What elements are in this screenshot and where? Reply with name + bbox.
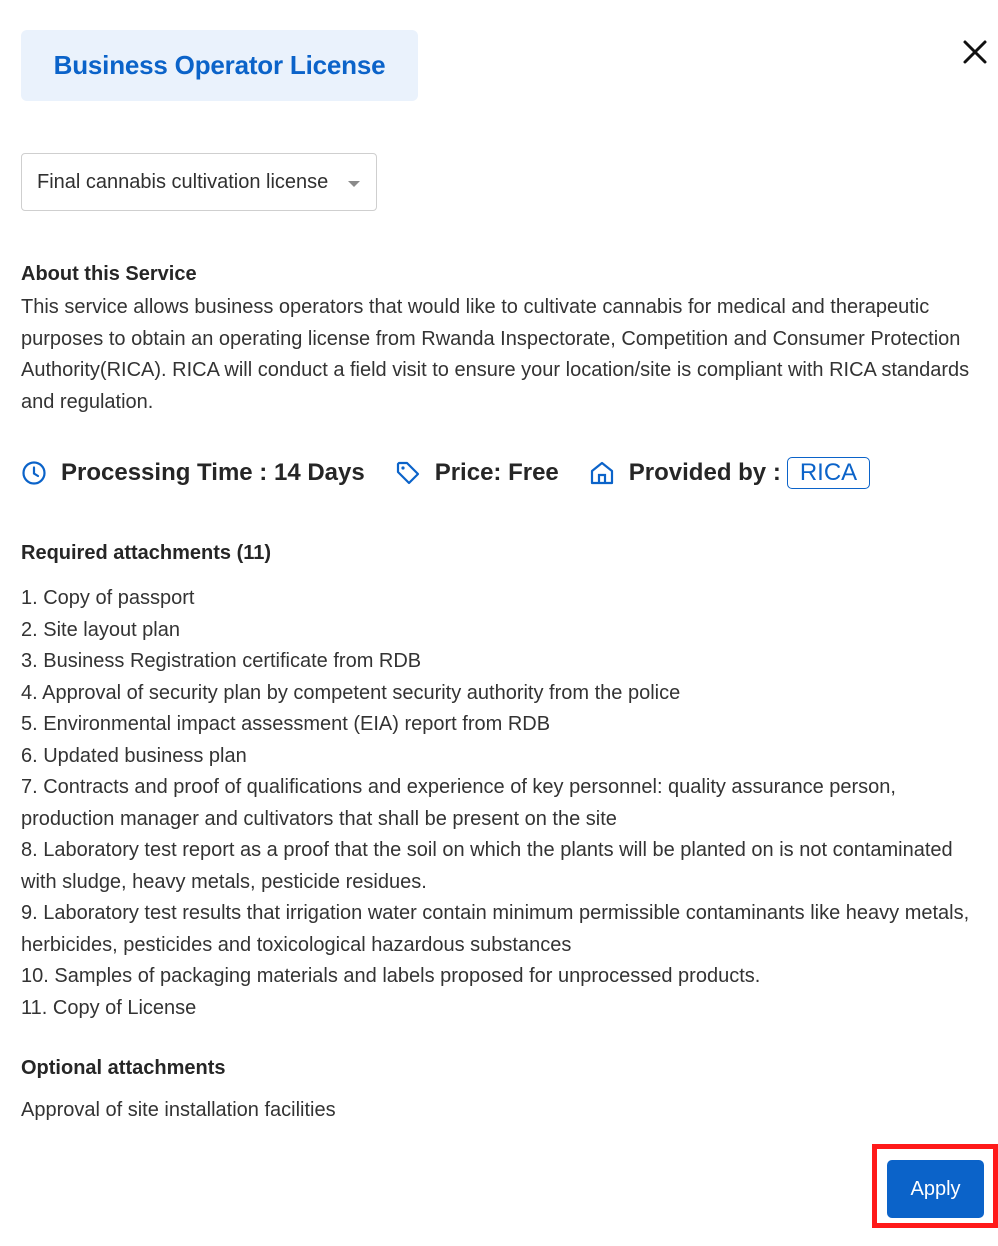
list-item: 8. Laboratory test report as a proof that the soil on which the plants will be planted on is not contaminated with sludge, heavy metals, pesticide residues. [21, 839, 953, 893]
provided-by-label: Provided by : [628, 459, 781, 486]
about-heading: About this Service [21, 263, 197, 285]
page-title [21, 30, 418, 101]
list-item: 7. Contracts and proof of qualifications and experience of key personnel: quality assurance person, production manager and cultivators that shall be present on the site [21, 776, 896, 830]
clock-icon [21, 460, 47, 486]
optional-attachments-heading: Optional attachments [21, 1057, 226, 1079]
processing-time-text: Processing Time : 14 Days [61, 459, 365, 486]
service-meta-row [21, 455, 870, 491]
tag-icon [395, 460, 421, 486]
service-select-value: Final cannabis cultivation license [37, 170, 329, 193]
caret-down-icon [348, 181, 360, 187]
list-item: 3. Business Registration certificate from RDB [21, 650, 422, 672]
price [395, 459, 559, 487]
home-icon [589, 460, 615, 486]
processing-time [21, 459, 365, 487]
required-attachments-list [21, 583, 986, 1024]
service-select[interactable] [21, 153, 377, 211]
list-item: 2. Site layout plan [21, 618, 180, 641]
price-text: Price: Free [434, 459, 559, 486]
provider-badge[interactable]: RICA [787, 457, 870, 489]
list-item: 5. Environmental impact assessment (EIA) report from RDB [21, 713, 551, 735]
provided-by [589, 457, 870, 489]
list-item: 6. Updated business plan [21, 744, 247, 767]
list-item: 11. Copy of License [21, 996, 197, 1019]
optional-attachment-item: Approval of site installation facilities [21, 1099, 336, 1121]
about-description: This service allows business operators that would like to cultivate cannabis for medical and therapeutic purposes to obtain an operating license from Rwanda Inspectorate, Competition and Consumer Protection Authority(RICA). RICA will conduct a field visit to ensure your location/site is compliant with RICA standards and regulation. [21, 296, 970, 413]
list-item: 10. Samples of packaging materials and labels proposed for unprocessed products. [21, 965, 761, 987]
list-item: 4. Approval of security plan by competent security authority from the police [21, 681, 681, 704]
apply-button[interactable]: Apply [887, 1160, 984, 1218]
list-item: 1. Copy of passport [21, 587, 195, 609]
required-attachments-heading: Required attachments (11) [21, 542, 272, 564]
close-icon [962, 39, 988, 65]
list-item: 9. Laboratory test results that irrigation water contain minimum permissible contaminants like heavy metals, herbicides, pesticides and toxicological hazardous substances [21, 902, 970, 956]
page-title-text: Business Operator License [53, 50, 386, 80]
close-button[interactable] [958, 35, 992, 69]
